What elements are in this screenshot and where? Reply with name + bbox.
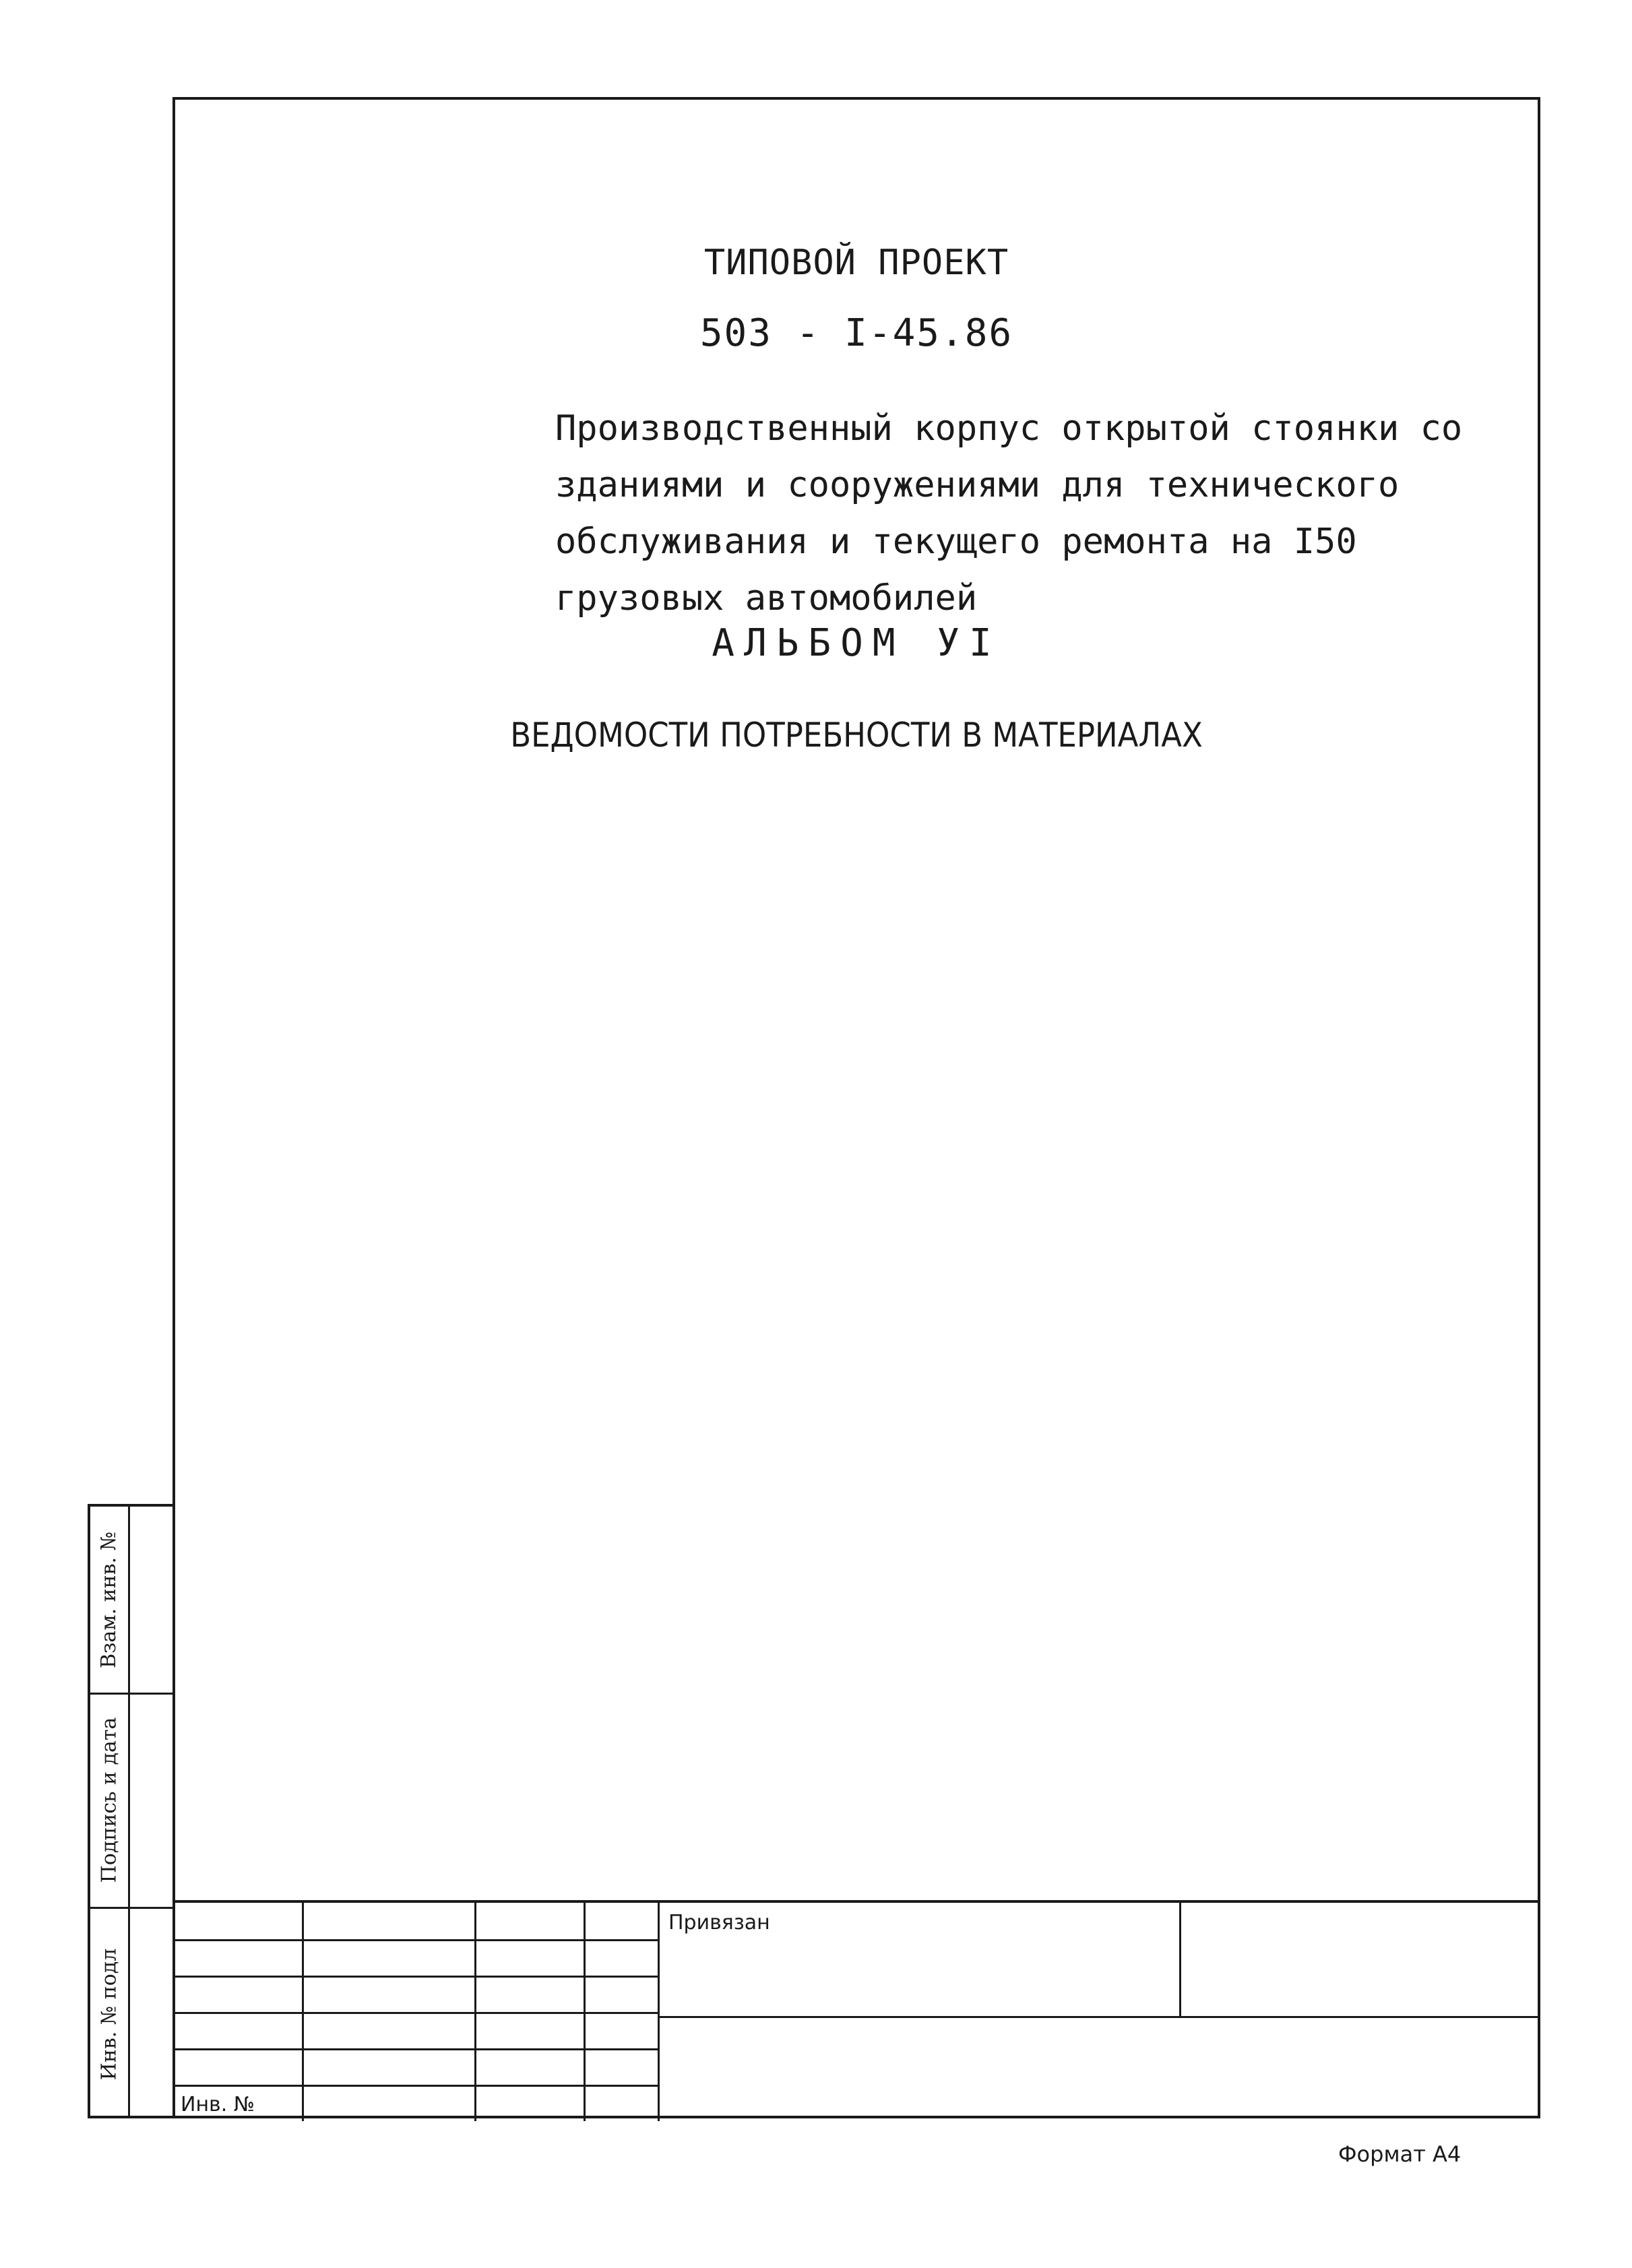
description-line: Производственный корпус открытой стоянки со <box>555 408 1463 449</box>
project-type: ТИПОВОЙ ПРОЕКТ <box>703 243 1009 283</box>
side-label-signature: Подпись и дата <box>97 1717 121 1883</box>
stamp-vline <box>658 1903 660 2121</box>
description-line: зданиями и сооружениями для технического <box>555 465 1400 505</box>
description-line: обслуживания и текущего ремонта на I50 <box>555 522 1357 562</box>
stamp-hline <box>172 2085 658 2087</box>
album-title: АЛЬБОМ УI <box>712 621 1001 665</box>
stamp-hline <box>172 2012 658 2014</box>
stamp-hline <box>172 1939 658 1941</box>
side-divider <box>128 1507 130 2116</box>
stamp-hline <box>172 2048 658 2050</box>
stamp-inv-no: Инв. № <box>181 2093 255 2116</box>
stamp-vline <box>1179 1903 1181 2017</box>
side-strip <box>88 1504 172 2118</box>
stamp-hline <box>658 2016 1540 2018</box>
stamp-hline <box>172 1976 658 1978</box>
side-label-inv: Инв. № подл <box>97 1948 121 2080</box>
format-label: Формат А4 <box>1338 2141 1462 2167</box>
stamp-table <box>172 1900 1540 2118</box>
side-label-vzam: Взам. инв. № <box>97 1531 121 1668</box>
description-line: грузовых автомобилей <box>555 578 978 619</box>
project-description <box>555 400 1462 627</box>
stamp-privyazan: Привязан <box>668 1911 770 1934</box>
document-subtitle: ВЕДОМОСТИ ПОТРЕБНОСТИ В МАТЕРИАЛАХ <box>510 716 1203 755</box>
project-number: 503 - I-45.86 <box>699 311 1013 355</box>
